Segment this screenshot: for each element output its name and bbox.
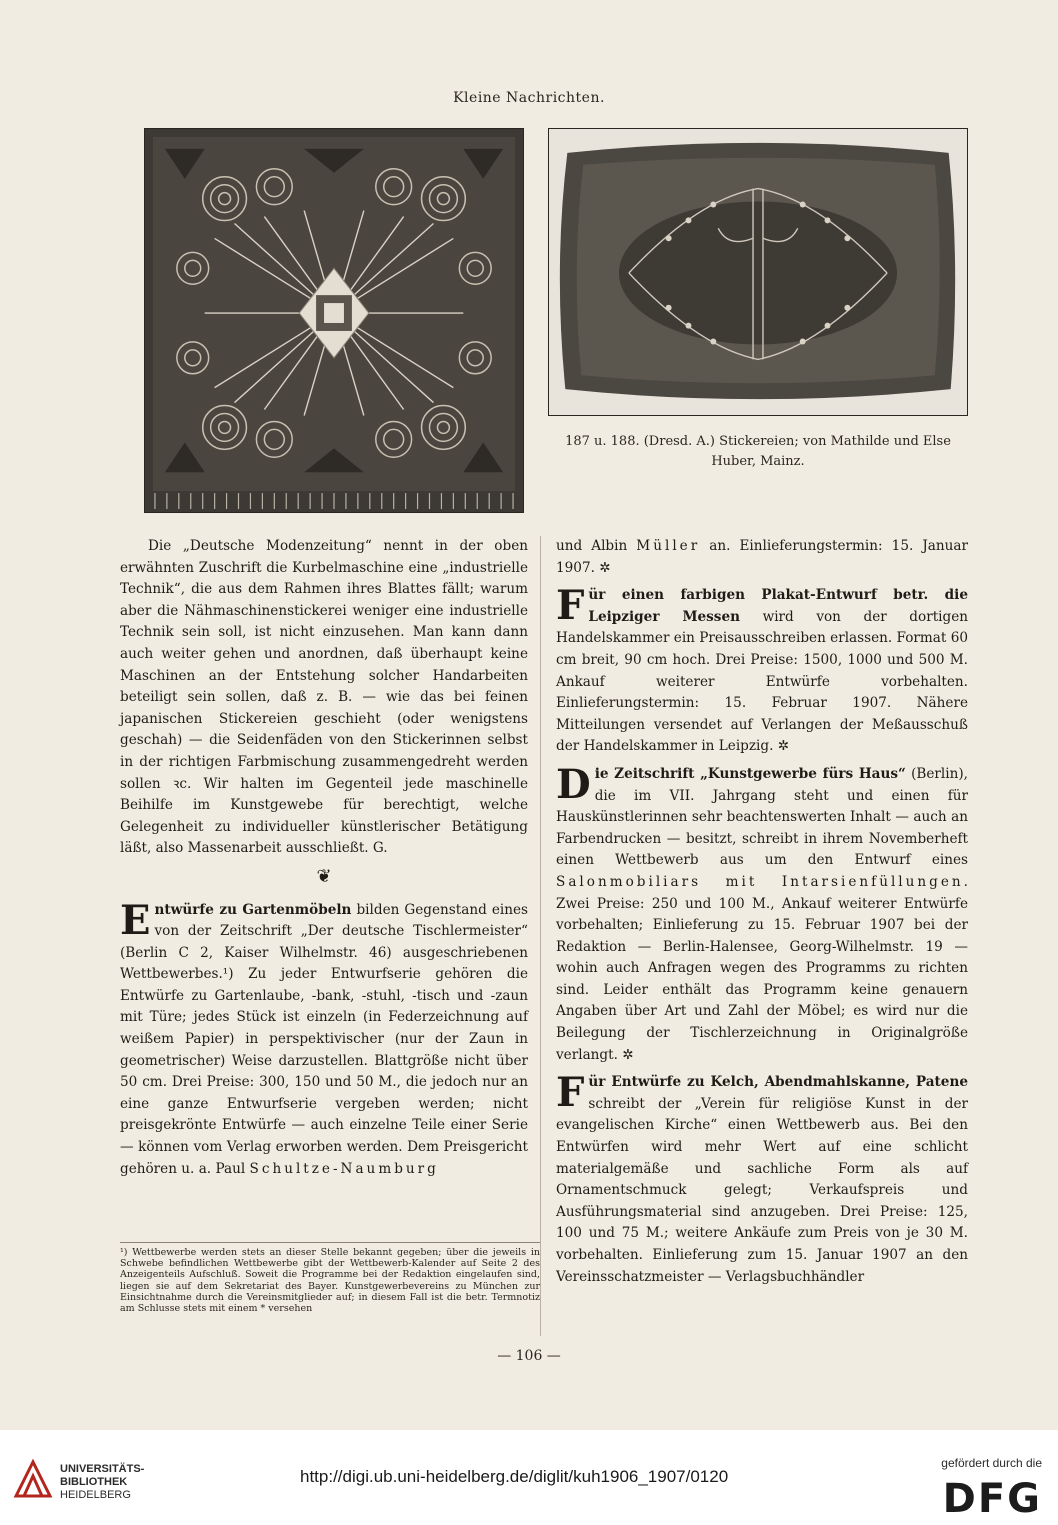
paragraph-modenzeitung: Die „Deutsche Modenzeitung“ nennt in der oben erwähnten Zuschrift die Kurbelmaschine eine „industrielle Technik“, die aus dem Rahmen ihres Blattes fällt; warum aber die Nähmaschinenstickerei weniger eine industrielle Technik sein soll, ist nicht einzusehen. Man kann dann auch weiter gehen und anordnen, daß überhaupt keine Maschinen an der Entstehung solcher Handarbeiten beteiligt sein sollen, daß z. B. — wie das bei feinen japanischen Stickereien geschieht (oder wenigstens geschah) — die Seidenfäden von den Stickerinnen selbst in der richtigen Farbmischung zusammengedreht werden sollen ꝛc. Wir halten im Gegenteil jede maschinelle Beihilfe im Kunstgewebe für berechtigt, welche Gelegenheit zu individueller künstlerischer Betätigung läßt, also Massenarbeit ausschließt. G. [120, 538, 528, 857]
paragraph-kelch [556, 1069, 968, 1288]
left-column [120, 536, 528, 1186]
running-header: Kleine Nachrichten. [453, 90, 605, 106]
paragraph-body: bilden Gegenstand eines von der Zeitschrift „Der deutsche Tischlermeister“ (Berlin C 2, Kaiser Wilhelmstr. 46) ausgeschriebenen Wettbewerbes.¹) Zu jeder Entwurfserie gehören die Entwürfe zu Gartenlaube, -bank, -stuhl, -tisch und -zaun mit Türe; jedes Stück ist einzeln (in Federzeichnung auf weißem Papier) in perspektivischer (nur der Zaun in geometrischer) Weise darzustellen. Blattgröße nicht über 50 cm. Drei Preise: 300, 150 und 50 M., die jedoch nur an eine ganze Entwurfserie vergeben werden; nicht preisgekrönte Entwürfe — auch einzelne Teile einer Serie — können vom Verlag erworben werden. Dem Preisgericht gehören u. a. Paul [120, 901, 528, 1177]
section-ornament: ❦ [316, 865, 332, 887]
drop-cap: E [120, 896, 151, 944]
paragraph-plakat [556, 582, 969, 758]
document-url-link[interactable]: http://digi.ub.uni-heidelberg.de/diglit/kuh1906_1907/0120 [300, 1467, 729, 1486]
spaced-term: Salonmobiliars mit Intarsienfüllungen [556, 873, 964, 890]
paragraph-body: . Zwei Preise: 250 und 100 M., Ankauf weiterer Entwürfe vorbehalten; Einlieferung zu 15. Februar 1907 bei der Redaktion — Berlin-Halensee, Georg-Wilhelmstr. 19 — wohin auch Anfragen wegen des Programms zu richten sind. Leider enthält das Programm keine genauern Angaben über Art und Zahl der Möbel; es wird nur die Beilegung der Tischlerzeichnung in Originalgröße verlangt. ✲ [556, 873, 968, 1063]
drop-cap: F [556, 1069, 585, 1117]
right-column [556, 536, 968, 1294]
paragraph-body: (Berlin), die im VII. Jahrgang steht und einen für Hauskünstlerinnen sehr beachtenswerten Inhalt — auch an Farbendrucken — besitzt, schreibt in ihrem Novemberheft einen Wettbewerb aus um den Entwurf eines [556, 765, 969, 869]
caption-line-1: 187 u. 188. (Dresd. A.) Stickereien; von Mathilde und Else [565, 434, 951, 449]
caption-line-2: Huber, Mainz. [711, 454, 805, 469]
embroidery-square-photo [144, 128, 524, 513]
university-line-3: HEIDELBERG [60, 1489, 131, 1501]
drop-cap: F [556, 582, 585, 630]
paragraph-heading: ntwürfe zu Gartenmöbeln [154, 901, 352, 918]
footnote: ¹) Wettbewerbe werden stets an dieser Stelle bekannt gegeben; über die jeweils in Schwebe befindlichen Wettbewerbe gibt der Wettbewerb-Kalender auf Seite 2 des Anzeigenteils Aufschluß. Soweit die Programme bei der Redaktion eingelaufen sind, liegen sie auf dem Sekretariat des Bayer. Kunstgewerbevereins zu München zur Einsichtnahme durch die Vereinsmitglieder auf; in diesem Fall ist die betr. Termnotiz am Schlusse stets mit einem * versehen [120, 1242, 540, 1314]
embroidered-pillow-photo [548, 128, 968, 416]
embroidery-square-illustration [145, 129, 523, 512]
university-library-name[interactable] [60, 1463, 144, 1502]
paragraph-continuation [556, 536, 968, 579]
person-name: Schultze-Naumburg [249, 1160, 439, 1177]
paragraph-body: wird von der dortigen Handelskammer ein Preisausschreiben erlassen. Format 60 cm breit, 90 cm hoch. Drei Preise: 1500, 1000 und 500 M. Ankauf weiterer Entwürfe vorbehalten. Einlieferungstermin: 15. Februar 1907. Nähere Mitteilungen versendet auf Verlangen der Meßausschuß der Handelskammer in Leipzig. ✲ [556, 608, 969, 755]
text-run: und Albin [556, 538, 637, 554]
university-line-1: UNIVERSITÄTS- [60, 1463, 145, 1475]
paragraph-kunstgewerbe [556, 760, 969, 1066]
viewer-footer [0, 1430, 1058, 1525]
funding-label: gefördert durch die [941, 1456, 1042, 1470]
text-run: an. Einlieferungstermin: 15. Januar 1907. ✲ [556, 538, 969, 576]
paragraph-heading: ür einen farbigen Plakat-Entwurf betr. die Leipziger Messen [588, 587, 968, 625]
paragraph-heading: ür Entwürfe zu Kelch, Abendmahlskanne, Patene [588, 1074, 968, 1091]
page-number: — 106 — [497, 1348, 561, 1364]
university-library-logo-icon [12, 1458, 54, 1500]
dfg-logo[interactable]: DFG [942, 1476, 1042, 1522]
drop-cap: D [556, 760, 591, 808]
person-name: Müller [636, 538, 701, 554]
paragraph-gartenmoebel [120, 896, 528, 1181]
column-divider [540, 536, 541, 1336]
paragraph-heading: ie Zeitschrift „Kunstgewerbe fürs Haus“ [594, 765, 906, 782]
paragraph-body: schreibt der „Verein für religiöse Kunst in der evangelischen Kirche“ einen Wettbewerb aus. Bei den Entwürfen wird mehr Wert auf eine schlicht materialgemäße und sachliche Form als auf Ornamentschmuck gelegt; Verkaufspreis und Ausführungsmaterial sind anzugeben. Drei Preise: 125, 100 und 75 M.; weitere Ankäufe zum Preis von je 30 M. vorbehalten. Einlieferung zum 15. Januar 1907 an den Vereinsschatzmeister — Verlagsbuchhändler [556, 1095, 968, 1285]
university-line-2: BIBLIOTHEK [60, 1476, 128, 1488]
figure-caption [548, 432, 968, 472]
embroidered-pillow-illustration [549, 129, 967, 415]
